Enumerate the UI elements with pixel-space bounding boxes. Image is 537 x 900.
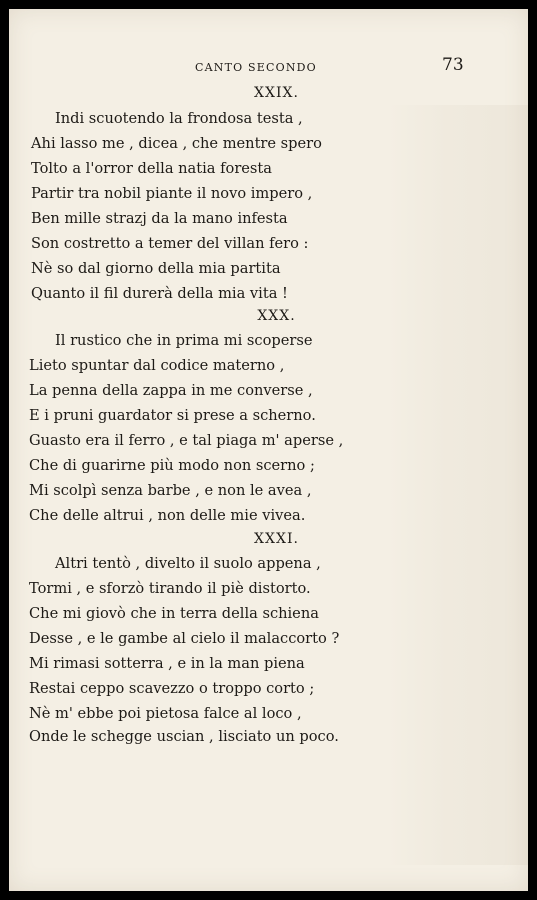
stanza-number: XXIX. — [254, 85, 299, 101]
running-title: CANTO SECONDO — [195, 61, 317, 74]
verse-line: E i pruni guardator si prese a scherno. — [29, 407, 316, 424]
verse-line: Il rustico che in prima mi scoperse — [55, 332, 313, 349]
verse-line: Quanto il fil durerà della mia vita ! — [31, 285, 288, 302]
show-through — [387, 105, 528, 865]
verse-line: Tolto a l'orror della natia foresta — [31, 160, 272, 177]
verse-line: Desse , e le gambe al cielo il malaccorto ? — [29, 630, 340, 647]
verse-line: Ahi lasso me , dicea , che mentre spero — [31, 135, 322, 152]
verse-line: Che delle altrui , non delle mie vivea. — [29, 507, 306, 524]
verse-line: Nè so dal giorno della mia partita — [31, 260, 281, 277]
verse-line: Altri tentò , divelto il suolo appena , — [55, 555, 321, 572]
stanza-number: XXXI. — [254, 531, 299, 547]
verse-line: Che di guarirne più modo non scerno ; — [29, 457, 315, 474]
page-number: 73 — [442, 55, 464, 75]
stanza-number: XXX. — [257, 308, 296, 324]
verse-line: Nè m' ebbe poi pietosa falce al loco , — [29, 705, 302, 722]
verse-line: Indi scuotendo la frondosa testa , — [55, 110, 303, 127]
verse-line: La penna della zappa in me converse , — [29, 382, 313, 399]
verse-line: Tormi , e sforzò tirando il piè distorto. — [29, 580, 311, 597]
verse-line: Mi scolpì senza barbe , e non le avea , — [29, 482, 312, 499]
book-page — [9, 9, 528, 891]
verse-line: Mi rimasi sotterra , e in la man piena — [29, 655, 305, 672]
verse-line: Lieto spuntar dal codice materno , — [29, 357, 285, 374]
verse-line: Son costretto a temer del villan fero : — [31, 235, 309, 252]
verse-line: Ben mille strazj da la mano infesta — [31, 210, 288, 227]
verse-line: Che mi giovò che in terra della schiena — [29, 605, 319, 622]
verse-line: Onde le schegge uscian , lisciato un poco. — [29, 728, 339, 745]
verse-line: Guasto era il ferro , e tal piaga m' aperse , — [29, 432, 344, 449]
verse-line: Partir tra nobil piante il novo impero , — [31, 185, 313, 202]
verse-line: Restai ceppo scavezzo o troppo corto ; — [29, 680, 315, 697]
